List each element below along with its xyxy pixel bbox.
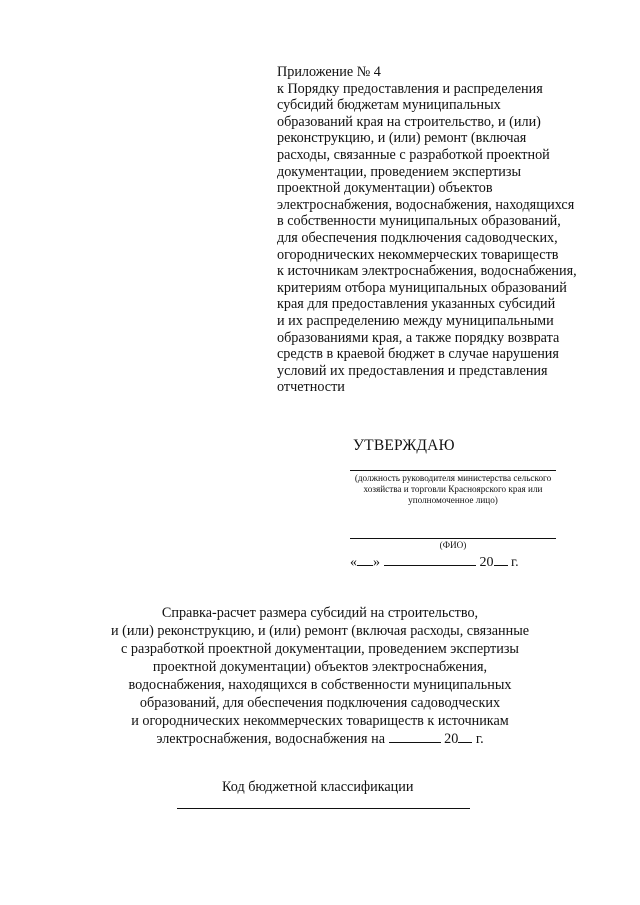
heading-date-blank <box>389 731 441 743</box>
heading-last-prefix: электроснабжения, водоснабжения на <box>156 731 386 747</box>
appendix-line: к Порядку предоставления и распределения <box>277 80 543 97</box>
position-signature-line <box>350 470 556 471</box>
appendix-line: документации, проведением экспертизы <box>277 163 521 180</box>
appendix-line: огороднических некоммерческих товариществ <box>277 246 559 263</box>
position-caption: (должность руководителя министерства сельского хозяйства и торговли Красноярского края или уполномоченное лицо) <box>354 473 552 505</box>
appendix-line: для обеспечения подключения садоводческих, <box>277 229 558 246</box>
appendix-line: образованиями края, а также порядку возврата <box>277 329 560 346</box>
appendix-line: края для предоставления указанных субсидий <box>277 296 556 313</box>
approval-block <box>350 437 560 570</box>
appendix-line: и их распределению между муниципальными <box>277 312 554 329</box>
heading-line: водоснабжения, находящихся в собственности муниципальных <box>128 677 512 693</box>
heading-last-line <box>40 730 600 748</box>
appendix-line: проектной документации) объектов <box>277 180 493 197</box>
appendix-line: условий их предоставления и представления <box>277 362 548 379</box>
appendix-line: отчетности <box>277 379 345 396</box>
year-suffix: г. <box>511 555 519 570</box>
heading-line: с разработкой проектной документации, проведением экспертизы <box>121 641 519 657</box>
appendix-line: электроснабжения, водоснабжения, находящихся <box>277 196 575 213</box>
appendix-line: субсидий бюджетам муниципальных <box>277 97 501 114</box>
appendix-line: расходы, связанные с разработкой проектной <box>277 146 550 163</box>
appendix-line: в собственности муниципальных образований, <box>277 213 561 230</box>
appendix-line: к источникам электроснабжения, водоснабжения, <box>277 263 577 280</box>
year-prefix: 20 <box>479 555 494 570</box>
year-blank <box>494 554 508 566</box>
heading-line: и огороднических некоммерческих товариществ к источникам <box>131 713 509 729</box>
date-close-quote: » <box>373 555 380 570</box>
budget-classification-line <box>177 808 470 809</box>
month-blank <box>384 554 476 566</box>
name-signature-line <box>350 538 556 539</box>
heading-line: проектной документации) объектов электроснабжения, <box>152 659 488 675</box>
appendix-title: Приложение № 4 <box>277 64 381 80</box>
heading-year-blank <box>458 731 472 743</box>
appendix-line: критериям отбора муниципальных образований <box>277 279 567 296</box>
appendix-line: образований края на строительство, и (или) <box>277 113 541 130</box>
heading-line: Справка-расчет размера субсидий на строительство, <box>161 605 479 621</box>
appendix-line: средств в краевой бюджет в случае нарушения <box>277 346 559 363</box>
document-heading <box>40 604 600 748</box>
approval-title: УТВЕРЖДАЮ <box>353 437 455 454</box>
day-blank <box>357 554 373 566</box>
approval-date-line <box>350 554 519 571</box>
heading-year-prefix: 20 <box>444 731 459 747</box>
name-caption: (ФИО) <box>439 540 467 550</box>
appendix-block <box>277 64 617 396</box>
heading-line: и (или) реконструкцию, и (или) ремонт (включая расходы, связанные <box>110 623 530 639</box>
appendix-line: реконструкцию, и (или) ремонт (включая <box>277 130 527 147</box>
date-open-quote: « <box>350 555 357 570</box>
budget-classification-label: Код бюджетной классификации <box>222 779 414 795</box>
heading-line: образований, для обеспечения подключения садоводческих <box>139 695 501 711</box>
heading-year-suffix: г. <box>475 731 484 747</box>
